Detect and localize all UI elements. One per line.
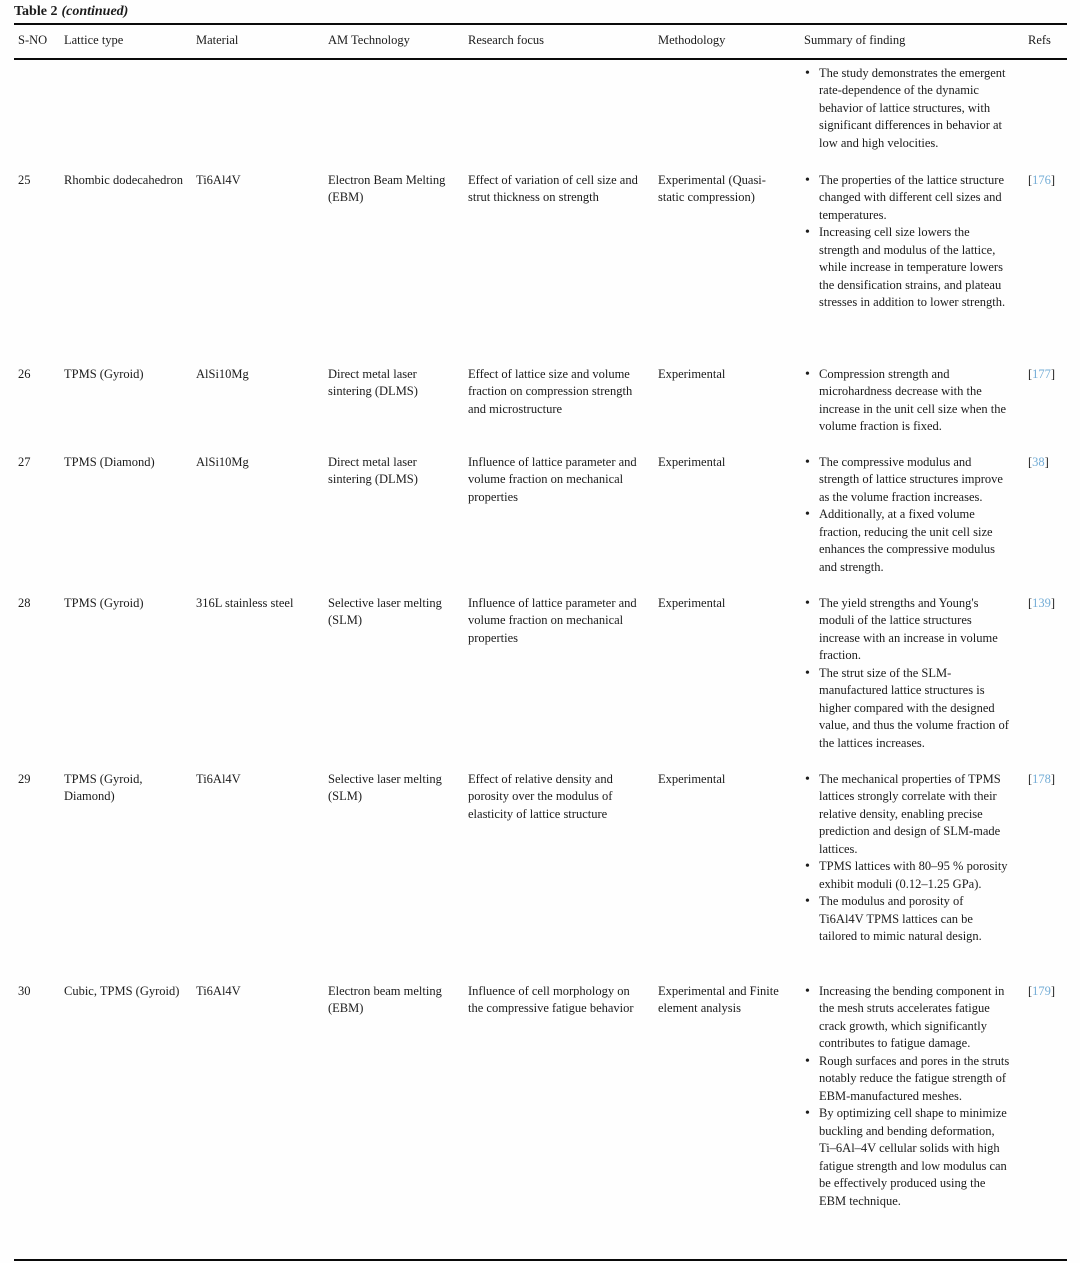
cell-lattice-type: Cubic, TPMS (Gyroid) <box>64 983 180 998</box>
summary-text: Increasing the bending component in the mesh struts accelerates fatigue crack growth, which significantly contributes to fatigue damage. <box>819 983 1005 1050</box>
summary-text: The strut size of the SLM-manufactured lattice structures is higher compared with the designed value, and thus the volume fraction of the lattices increases. <box>819 665 1009 750</box>
col-header-material: Material <box>196 33 239 47</box>
cell-summary <box>804 454 1028 577</box>
ref-number: 176 <box>1032 172 1051 187</box>
ref-link[interactable] <box>1028 173 1055 187</box>
ref-bracket-close: ] <box>1050 366 1056 381</box>
summary-text: Compression strength and microhardness decrease with the increase in the unit cell size when the volume fraction is fixed. <box>819 366 1007 433</box>
summary-bullet-item <box>804 366 1010 436</box>
ref-number: 178 <box>1032 771 1051 786</box>
table-row-25 <box>14 172 1067 366</box>
cell-summary <box>804 172 1028 312</box>
table-body <box>14 60 1067 1259</box>
ref-link[interactable] <box>1028 984 1055 998</box>
cell-am-technology: Direct metal laser sintering (DLMS) <box>328 366 418 398</box>
cell-sno: 26 <box>18 366 31 381</box>
table-row-26 <box>14 366 1067 454</box>
summary-bullet-item <box>804 983 1010 1053</box>
ref-link[interactable] <box>1028 596 1055 610</box>
cell-material: Ti6Al4V <box>196 983 241 998</box>
ref-number: 179 <box>1032 983 1051 998</box>
cell-sno: 28 <box>18 595 31 610</box>
ref-bracket-close: ] <box>1050 595 1056 610</box>
col-header-refs: Refs <box>1028 33 1051 47</box>
summary-text: TPMS lattices with 80–95 % porosity exhibit moduli (0.12–1.25 GPa). <box>819 859 1008 891</box>
col-header-am-technology: AM Technology <box>328 33 410 47</box>
cell-methodology: Experimental <box>658 771 726 786</box>
ref-bracket-open: [ <box>1028 983 1033 998</box>
cell-methodology: Experimental <box>658 595 726 610</box>
summary-text: Increasing cell size lowers the strength and modulus of the lattice, while increase in temperature lowers the densification strains, and plateau stresses in addition to lower strength. <box>819 225 1006 309</box>
cell-summary <box>804 65 1028 153</box>
cell-refs <box>1028 595 1066 613</box>
cell-summary <box>804 983 1028 1211</box>
cell-research-focus: Influence of lattice parameter and volume fraction on mechanical properties <box>468 595 637 645</box>
table-row-27 <box>14 454 1067 595</box>
cell-material: Ti6Al4V <box>196 771 241 786</box>
cell-sno: 27 <box>18 454 31 469</box>
ref-bracket-close: ] <box>1050 983 1056 998</box>
cell-methodology: Experimental <box>658 366 726 381</box>
summary-text: The mechanical properties of TPMS lattices strongly correlate with their relative density, enabling precise prediction and design of SLM-made lattices. <box>819 771 1001 856</box>
summary-text: Rough surfaces and pores in the struts notably reduce the fatigue strength of EBM-manufactured meshes. <box>819 1053 1010 1103</box>
col-header-summary: Summary of finding <box>804 33 906 47</box>
ref-bracket-close: ] <box>1050 172 1056 187</box>
summary-bullet-item <box>804 506 1010 576</box>
cell-methodology: Experimental and Finite element analysis <box>658 983 779 1015</box>
summary-bullet-item <box>804 65 1010 153</box>
ref-link[interactable] <box>1028 455 1049 469</box>
summary-text: The compressive modulus and strength of lattice structures improve as the volume fraction increases. <box>819 454 1003 504</box>
col-header-research-focus: Research focus <box>468 33 545 47</box>
summary-text: The properties of the lattice structure changed with different cell sizes and temperatures. <box>819 172 1004 222</box>
cell-refs <box>1028 366 1066 384</box>
col-header-methodology: Methodology <box>658 33 726 47</box>
summary-text: Additionally, at a fixed volume fraction, reducing the unit cell size enhances the compressive modulus and strength. <box>819 507 995 574</box>
cell-summary <box>804 771 1028 946</box>
ref-link[interactable] <box>1028 367 1055 381</box>
cell-research-focus: Effect of lattice size and volume fraction on compression strength and microstructure <box>468 366 633 416</box>
summary-bullet-item <box>804 1105 1010 1210</box>
cell-material: AlSi10Mg <box>196 454 249 469</box>
table-row-29 <box>14 771 1067 983</box>
cell-sno: 29 <box>18 771 31 786</box>
cell-research-focus: Effect of variation of cell size and strut thickness on strength <box>468 172 638 204</box>
cell-refs <box>1028 983 1066 1001</box>
table-label: Table 2 <box>14 4 58 19</box>
ref-bracket-close: ] <box>1050 771 1056 786</box>
summary-text: The study demonstrates the emergent rate-dependence of the dynamic behavior of lattice structures, with significant differences in behavior at low and high velocities. <box>819 65 1006 150</box>
summary-bullet-item <box>804 1053 1010 1106</box>
cell-material: 316L stainless steel <box>196 595 294 610</box>
summary-bullet-item <box>804 858 1010 893</box>
cell-refs <box>1028 771 1066 789</box>
cell-sno: 25 <box>18 172 31 187</box>
ref-number: 38 <box>1032 454 1045 469</box>
table-row-continuation <box>14 65 1067 172</box>
summary-bullet-item <box>804 172 1010 225</box>
cell-lattice-type: TPMS (Gyroid, Diamond) <box>64 771 143 803</box>
cell-refs <box>1028 454 1066 472</box>
table-title <box>14 3 1067 23</box>
cell-methodology: Experimental (Quasi-static compression) <box>658 172 766 204</box>
summary-bullet-item <box>804 454 1010 507</box>
cell-summary <box>804 595 1028 753</box>
ref-number: 139 <box>1032 595 1051 610</box>
ref-bracket-close: ] <box>1044 454 1049 469</box>
summary-bullet-item <box>804 771 1010 859</box>
cell-lattice-type: Rhombic dodecahedron <box>64 172 184 187</box>
ref-bracket-open: [ <box>1028 771 1033 786</box>
col-header-sno: S-NO <box>18 33 48 47</box>
summary-text: The yield strengths and Young's moduli of the lattice structures increase with an increase in volume fraction. <box>819 595 998 662</box>
cell-methodology: Experimental <box>658 454 726 469</box>
ref-bracket-open: [ <box>1028 595 1033 610</box>
ref-bracket-open: [ <box>1028 172 1033 187</box>
cell-research-focus: Effect of relative density and porosity over the modulus of elasticity of lattice structure <box>468 771 613 821</box>
cell-am-technology: Selective laser melting (SLM) <box>328 595 442 627</box>
cell-lattice-type: TPMS (Gyroid) <box>64 595 144 610</box>
cell-material: Ti6Al4V <box>196 172 241 187</box>
table-row-28 <box>14 595 1067 771</box>
summary-text: The modulus and porosity of Ti6Al4V TPMS lattices can be tailored to mimic natural design. <box>819 894 982 943</box>
ref-bracket-open: [ <box>1028 366 1033 381</box>
ref-link[interactable] <box>1028 772 1055 786</box>
summary-bullet-item <box>804 224 1010 312</box>
cell-material: AlSi10Mg <box>196 366 249 381</box>
cell-summary <box>804 366 1028 436</box>
table-2-continued <box>14 23 1067 1261</box>
col-header-lattice-type: Lattice type <box>64 33 124 47</box>
summary-bullet-item <box>804 665 1010 753</box>
summary-text: By optimizing cell shape to minimize buckling and bending deformation, Ti–6Al–4V cellular solids with high fatigue strength and low modulus can be effectively produced using the EBM technique. <box>819 1106 1007 1208</box>
summary-bullet-item <box>804 893 1010 946</box>
cell-lattice-type: TPMS (Gyroid) <box>64 366 144 381</box>
ref-bracket-open: [ <box>1028 454 1033 469</box>
summary-bullet-item <box>804 595 1010 665</box>
cell-am-technology: Selective laser melting (SLM) <box>328 771 442 803</box>
cell-refs <box>1028 172 1066 190</box>
table-header-row <box>14 25 1067 60</box>
cell-lattice-type: TPMS (Diamond) <box>64 454 155 469</box>
table-row-30 <box>14 983 1067 1255</box>
ref-number: 177 <box>1032 366 1051 381</box>
cell-research-focus: Influence of lattice parameter and volume fraction on mechanical properties <box>468 454 637 504</box>
table-continued-label: (continued) <box>61 4 129 19</box>
cell-am-technology: Electron Beam Melting (EBM) <box>328 172 446 204</box>
cell-am-technology: Direct metal laser sintering (DLMS) <box>328 454 418 486</box>
cell-sno: 30 <box>18 983 31 998</box>
cell-am-technology: Electron beam melting (EBM) <box>328 983 442 1015</box>
cell-research-focus: Influence of cell morphology on the compressive fatigue behavior <box>468 983 634 1015</box>
